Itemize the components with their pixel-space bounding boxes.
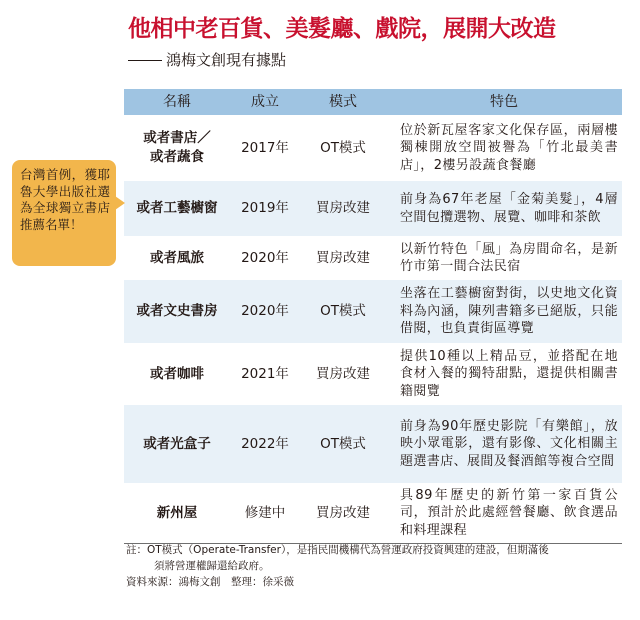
footnotes xyxy=(126,542,626,590)
header-name: 名稱 xyxy=(163,94,191,110)
row-name: 或者風旅 xyxy=(150,249,204,266)
row-feature: 提供10種以上精品豆，並搭配在地食材入餐的獨特甜點，還提供相關書籍閱覽 xyxy=(400,348,618,399)
callout-text: 台灣首例，獲耶魯大學出版社選為全球獨立書店推薦名單！ xyxy=(20,167,110,232)
row-year: 修建中 xyxy=(244,504,286,521)
row-name: 或者文史書房 xyxy=(136,303,218,319)
subtitle-dash xyxy=(128,60,162,61)
row-feature: 位於新瓦屋客家文化保存區，兩層樓獨棟開放空間被譽為「竹北最美書店」，2樓另設蔬食餐廳 xyxy=(400,122,618,173)
row-name: 或者咖啡 xyxy=(150,365,204,382)
table-row xyxy=(124,405,622,483)
row-year: 2019年 xyxy=(241,200,289,216)
row-mode: 買房改建 xyxy=(316,200,370,216)
row-feature: 以新竹特色「風」為房間命名，是新竹市第一間合法民宿 xyxy=(400,241,618,274)
page-subtitle xyxy=(128,50,286,70)
row-name: 或者書店／或者蔬食 xyxy=(143,130,211,165)
row-year: 2020年 xyxy=(241,249,289,266)
row-feature: 具89年歷史的新竹第一家百貨公司，預計於此處經營餐廳、飲食選品和料理課程 xyxy=(400,487,618,538)
source-line: 資料來源：鴻梅文創 整理：徐采薇 xyxy=(126,576,294,588)
row-feature: 前身為67年老屋「金菊美髮」，4層空間包攬選物、展覽、咖啡和茶飲 xyxy=(400,192,618,225)
page-title: 他相中老百貨、美髮廳、戲院，展開大改造 xyxy=(128,15,556,42)
row-mode: OT模式 xyxy=(320,435,366,452)
note-line: 須將營運權歸還給政府。 xyxy=(154,560,270,572)
table-header xyxy=(124,89,622,115)
row-mode: 買房改建 xyxy=(316,365,370,382)
row-year: 2022年 xyxy=(241,435,289,452)
row-name: 或者工藝櫥窗 xyxy=(136,200,218,216)
table-row xyxy=(124,236,622,280)
table-row xyxy=(124,181,622,236)
row-mode: OT模式 xyxy=(320,303,366,319)
row-year: 2020年 xyxy=(241,303,289,319)
callout-box xyxy=(12,160,116,266)
row-mode: 買房改建 xyxy=(316,504,370,521)
row-mode: OT模式 xyxy=(320,139,366,156)
header-year: 成立 xyxy=(251,94,279,110)
row-mode: 買房改建 xyxy=(316,249,370,266)
row-feature: 坐落在工藝櫥窗對街，以史地文化資料為內涵，陳列書籍多已絕版，只能借閱，也負責街區導覽 xyxy=(400,286,618,337)
table-row xyxy=(124,343,622,405)
row-name: 或者光盒子 xyxy=(143,435,211,452)
header-feature: 特色 xyxy=(490,94,518,110)
row-year: 2017年 xyxy=(241,139,289,156)
table-row xyxy=(124,115,622,181)
table-row xyxy=(124,280,622,343)
subtitle-text: 鴻梅文創現有據點 xyxy=(166,51,287,69)
note-line: 註：OT模式（Operate-Transfer），是指民間機構代為營運政府投資興建的建設，但期滿後 xyxy=(126,544,549,556)
table-row xyxy=(124,483,622,543)
row-feature: 前身為90年歷史影院「有樂館」，放映小眾電影，還有影像、文化相關主題選書店、展間及餐酒館等複合空間 xyxy=(400,418,618,469)
callout-pointer xyxy=(115,196,125,210)
row-year: 2021年 xyxy=(241,365,289,382)
locations-table xyxy=(124,89,622,544)
header-mode: 模式 xyxy=(329,94,357,110)
row-name: 新州屋 xyxy=(156,504,198,521)
